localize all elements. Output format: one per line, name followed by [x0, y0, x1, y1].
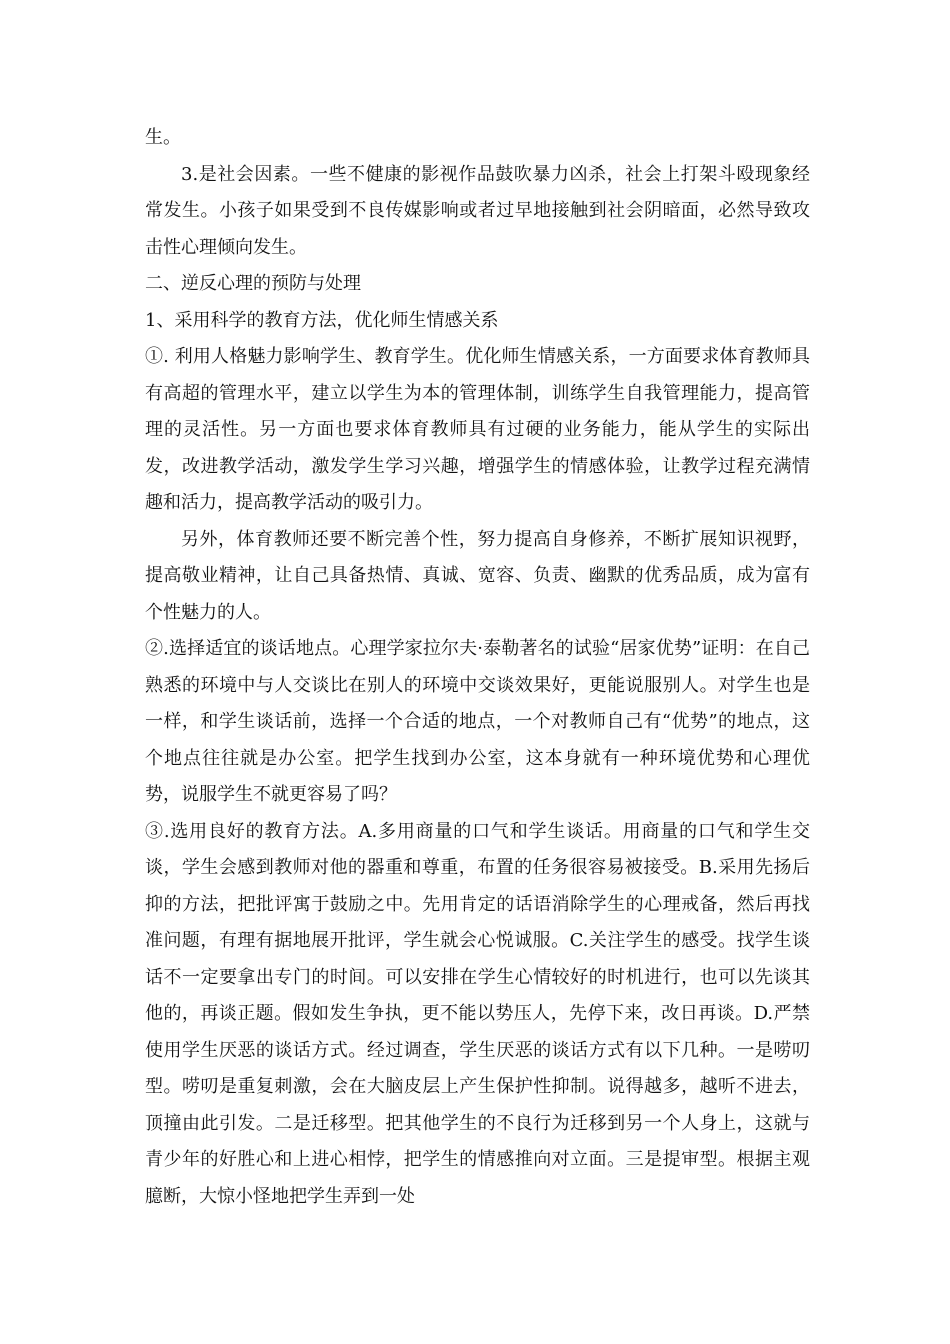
section-heading-prevention: 二、逆反心理的预防与处理 — [145, 273, 361, 294]
paragraph-social-factors: 3.是社会因素。一些不健康的影视作品鼓吹暴力凶杀，社会上打架斗殴现象经常发生。小孩子如果受到不良传媒影响或者过早地接触到社会阴暗面，必然导致攻击性心理倾向发生。 — [145, 163, 810, 258]
paragraph-continuation: 生。 — [145, 127, 181, 148]
paragraph-conversation-location: ②.选择适宜的谈话地点。心理学家拉尔夫·泰勒著名的试验“居家优势”证明：在自己熟悉的环境中与人交谈比在别人的环境中交谈效果好，更能说服别人。对学生也是一样，和学生谈话前，选择一个合适的地点，一个对教师自己有“优势”的地点，这个地点往往就是办公室。把学生找到办公室，这本身就有一种环境优势和心理优势，说服学生不就更容易了吗？ — [145, 638, 810, 805]
subheading-teaching-methods: 1、采用科学的教育方法，优化师生情感关系 — [145, 309, 499, 331]
paragraph-education-methods: ③.选用良好的教育方法。A.多用商量的口气和学生谈话。用商量的口气和学生交谈，学生会感到教师对他的器重和尊重，布置的任务很容易被接受。B.采用先扬后抑的方法，把批评寓于鼓励之中。先用肯定的话语消除学生的心理戒备，然后再找准问题，有理有据地展开批评，学生就会心悦诚服。C.关注学生的感受。找学生谈话不一定要拿出专门的时间。可以安排在学生心情较好的时机进行，也可以先谈其他的，再谈正题。假如发生争执，更不能以势压人，先停下来，改日再谈。D.严禁使用学生厌恶的谈话方式。经过调查，学生厌恶的谈话方式有以下几种。一是唠叨型。唠叨是重复刺激，会在大脑皮层上产生保护性抑制。说得越多，越听不进去，顶撞由此引发。二是迁移型。把其他学生的不良行为迁移到另一个人身上，这就与青少年的好胜心和上进心相悖，把学生的情感推向对立面。三是提审型。根据主观臆断，大惊小怪地把学生弄到一处 — [145, 820, 810, 1207]
document-body — [145, 120, 810, 1215]
paragraph-personality: 另外，体育教师还要不断完善个性，努力提高自身修养，不断扩展知识视野，提高敬业精神，让自己具备热情、真诚、宽容、负责、幽默的优秀品质，成为富有个性魅力的人。 — [145, 528, 810, 623]
paragraph-personal-charm: ①. 利用人格魅力影响学生、教育学生。优化师生情感关系，一方面要求体育教师具有高超的管理水平，建立以学生为本的管理体制，训练学生自我管理能力，提高管理的灵活性。另一方面也要求体育教师具有过硬的业务能力，能从学生的实际出发，改进教学活动，激发学生学习兴趣，增强学生的情感体验，让教学过程充满情趣和活力，提高教学活动的吸引力。 — [145, 346, 810, 513]
